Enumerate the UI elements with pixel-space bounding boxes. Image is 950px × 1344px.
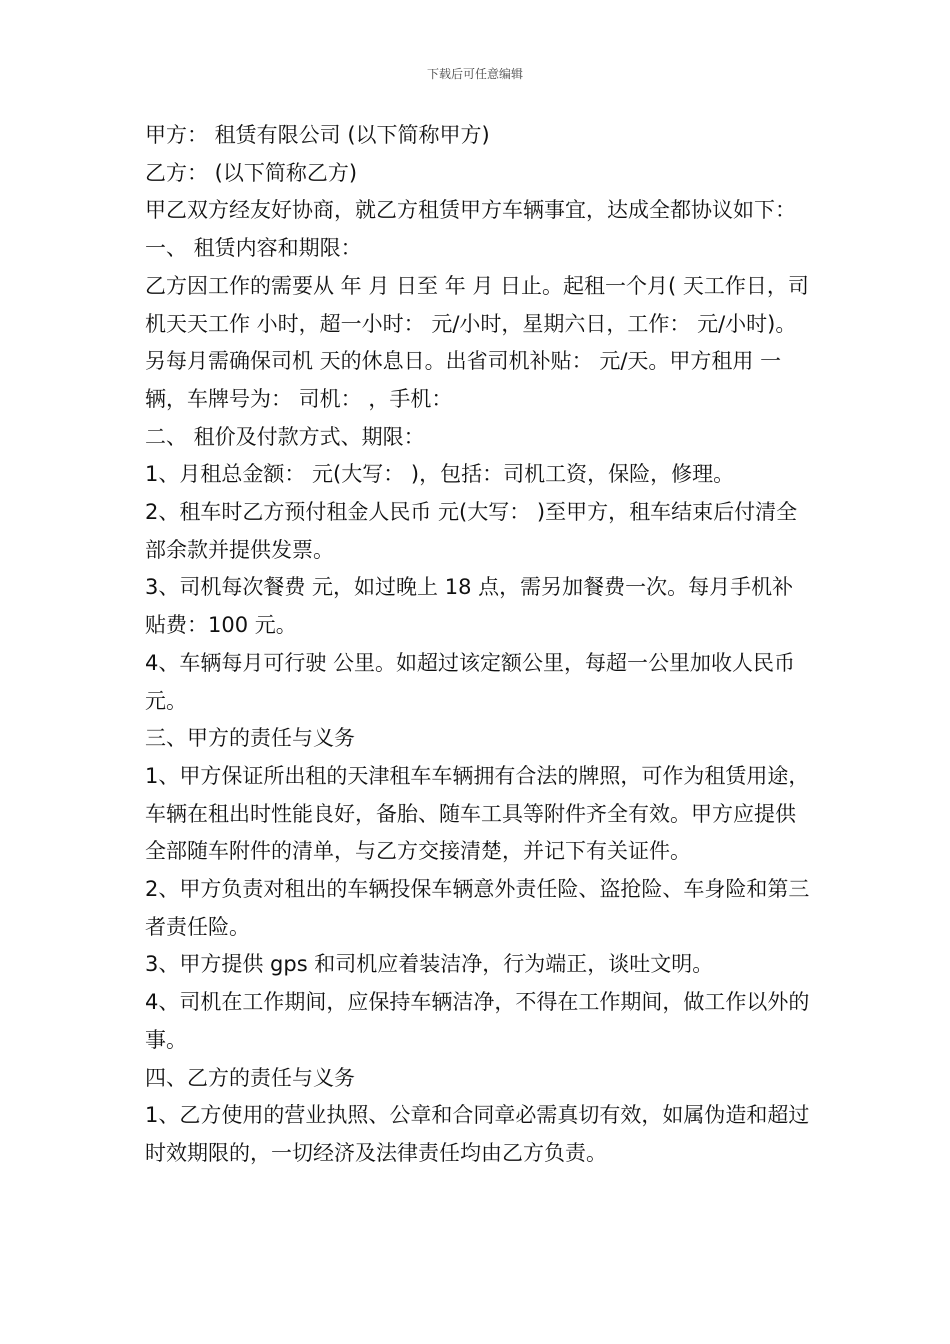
party-b-duty-1: 1、乙方使用的营业执照、公章和合同章必需真切有效，如属伪造和超过时效期限的，一切经济及法律责任均由乙方负责。 [145,1103,810,1165]
agreement-intro: 甲乙双方经友好协商，就乙方租赁甲方车辆事宜，达成全都协议如下： [145,198,796,223]
section-heading-2: 二、 租价及付款方式、期限： [145,424,425,449]
price-clause-1: 1、月租总金额： 元(大写： )，包括：司机工资，保险，修理。 [145,462,735,487]
lease-term-paragraph: 乙方因工作的需要从 年 月 日至 年 月 日止。起租一个月( 天工作日，司机天天工作 小时，超一小时： 元/小时，星期六日，工作： 元/小时)。另每月需确保司机 天的休息日。出省司机补贴： 元/天。甲方租用 一辆，车牌号为： 司机： ，手机： [145,273,809,411]
price-clause-4: 4、车辆每月可行驶 公里。如超过该定额公里，每超一公里加收人民币 元。 [145,650,796,713]
section-heading-3: 三、甲方的责任与义务 [145,726,355,751]
party-a-duty-3: 3、甲方提供 gps 和司机应着装洁净，行为端正，谈吐文明。 [145,952,714,977]
party-a-line: 甲方： 租赁有限公司 (以下简称甲方) [145,123,490,147]
party-a-duty-4: 4、司机在工作期间，应保持车辆洁净，不得在工作期间，做工作以外的事。 [145,990,810,1052]
section-heading-4: 四、乙方的责任与义务 [145,1065,355,1090]
price-clause-3: 3、司机每次餐费 元，如过晚上 18 点，需另加餐费一次。每月手机补贴费：100 元。 [145,575,794,638]
party-a-duty-2: 2、甲方负责对租出的车辆投保车辆意外责任险、盗抢险、车身险和第三者责任险。 [145,877,810,939]
party-b-line: 乙方： (以下简称乙方) [145,160,358,185]
document-body [145,117,813,1173]
price-clause-2: 2、租车时乙方预付租金人民币 元(大写： )至甲方，租车结束后付清全部余款并提供发票。 [145,500,798,562]
section-heading-1: 一、 租赁内容和期限： [145,236,362,261]
party-a-duty-1: 1、甲方保证所出租的天津租车车辆拥有合法的牌照，可作为租赁用途，车辆在租出时性能良好，备胎、随车工具等附件齐全有效。甲方应提供全部随车附件的清单，与乙方交接清楚，并记下有关证件。 [145,763,810,864]
page-header-note: 下载后可任意编辑 [426,67,523,81]
